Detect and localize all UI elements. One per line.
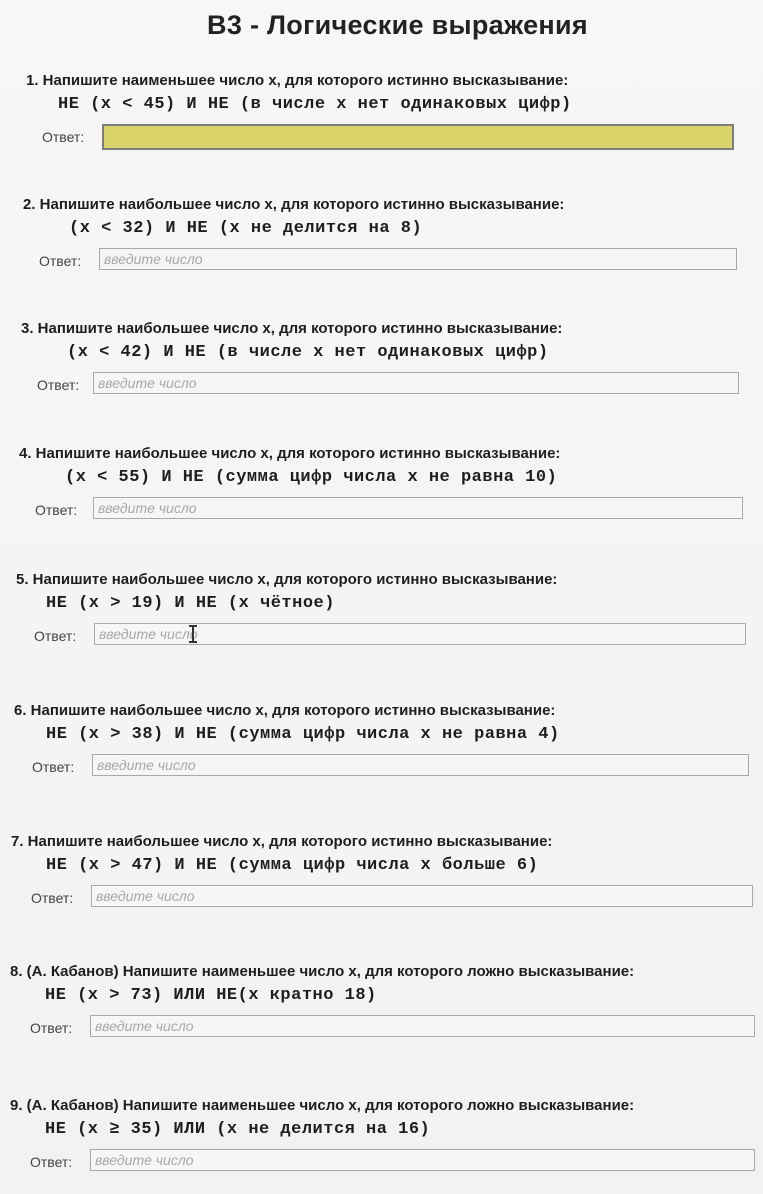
answer-label: Ответ: (39, 253, 82, 269)
task-expression: НЕ (x > 38) И НЕ (сумма цифр числа x не равна 4) (46, 725, 560, 744)
task-question: 2. Напишите наибольшее число x, для которого истинно высказывание: (23, 196, 565, 213)
answer-label: Ответ: (37, 377, 80, 393)
task-2 (23, 196, 763, 274)
task-question: 1. Напишите наименьшее число x, для которого истинно высказывание: (26, 72, 569, 89)
task-8 (10, 963, 763, 1041)
answer-row (21, 372, 763, 398)
answer-row (10, 1015, 763, 1041)
answer-input-3[interactable] (93, 372, 739, 394)
task-question: 8. (А. Кабанов) Напишите наименьшее число x, для которого ложно высказывание: (10, 963, 635, 980)
answer-label: Ответ: (34, 628, 77, 644)
task-7 (11, 833, 763, 911)
task-9 (10, 1097, 763, 1175)
answer-row (19, 497, 763, 523)
answer-label: Ответ: (32, 759, 75, 775)
task-expression: НЕ (x > 73) ИЛИ НЕ(x кратно 18) (45, 986, 377, 1005)
task-1 (26, 72, 763, 150)
task-expression: (x < 32) И НЕ (x не делится на 8) (69, 219, 423, 238)
task-question: 9. (А. Кабанов) Напишите наименьшее число x, для которого ложно высказывание: (10, 1097, 635, 1114)
answer-label: Ответ: (30, 1154, 73, 1170)
answer-label: Ответ: (42, 129, 85, 145)
answer-input-7[interactable] (91, 885, 753, 907)
page-title: B3 - Логические выражения (207, 10, 588, 40)
task-question: 4. Напишите наибольшее число x, для которого истинно высказывание: (19, 445, 561, 462)
task-expression: НЕ (x < 45) И НЕ (в числе x нет одинаковых цифр) (58, 95, 572, 114)
answer-row (16, 623, 763, 649)
answer-input-4[interactable] (93, 497, 743, 519)
answer-row (26, 124, 763, 150)
task-expression: (x < 42) И НЕ (в числе x нет одинаковых цифр) (67, 343, 549, 362)
answer-label: Ответ: (35, 502, 78, 518)
task-3 (21, 320, 763, 398)
task-expression: НЕ (x > 19) И НЕ (x чётное) (46, 594, 335, 613)
task-question: 6. Напишите наибольшее число x, для которого истинно высказывание: (14, 702, 556, 719)
answer-row (23, 248, 763, 274)
answer-input-9[interactable] (90, 1149, 755, 1171)
task-6 (14, 702, 763, 780)
answer-input-2[interactable] (99, 248, 737, 270)
task-question: 7. Напишите наибольшее число x, для которого истинно высказывание: (11, 833, 553, 850)
task-expression: НЕ (x > 47) И НЕ (сумма цифр числа x больше 6) (46, 856, 539, 875)
answer-input-8[interactable] (90, 1015, 755, 1037)
task-question: 3. Напишите наибольшее число x, для которого истинно высказывание: (21, 320, 563, 337)
text-cursor-icon (192, 625, 194, 643)
task-expression: (x < 55) И НЕ (сумма цифр числа x не равна 10) (65, 468, 558, 487)
task-expression: НЕ (x ≥ 35) ИЛИ (x не делится на 16) (45, 1120, 431, 1139)
answer-label: Ответ: (30, 1020, 73, 1036)
answer-input-1[interactable] (102, 124, 734, 150)
answer-label: Ответ: (31, 890, 74, 906)
answer-input-6[interactable] (92, 754, 749, 776)
answer-row (11, 885, 763, 911)
answer-row (14, 754, 763, 780)
task-4 (19, 445, 763, 523)
answer-row (10, 1149, 763, 1175)
task-5 (16, 571, 763, 649)
task-question: 5. Напишите наибольшее число x, для которого истинно высказывание: (16, 571, 558, 588)
